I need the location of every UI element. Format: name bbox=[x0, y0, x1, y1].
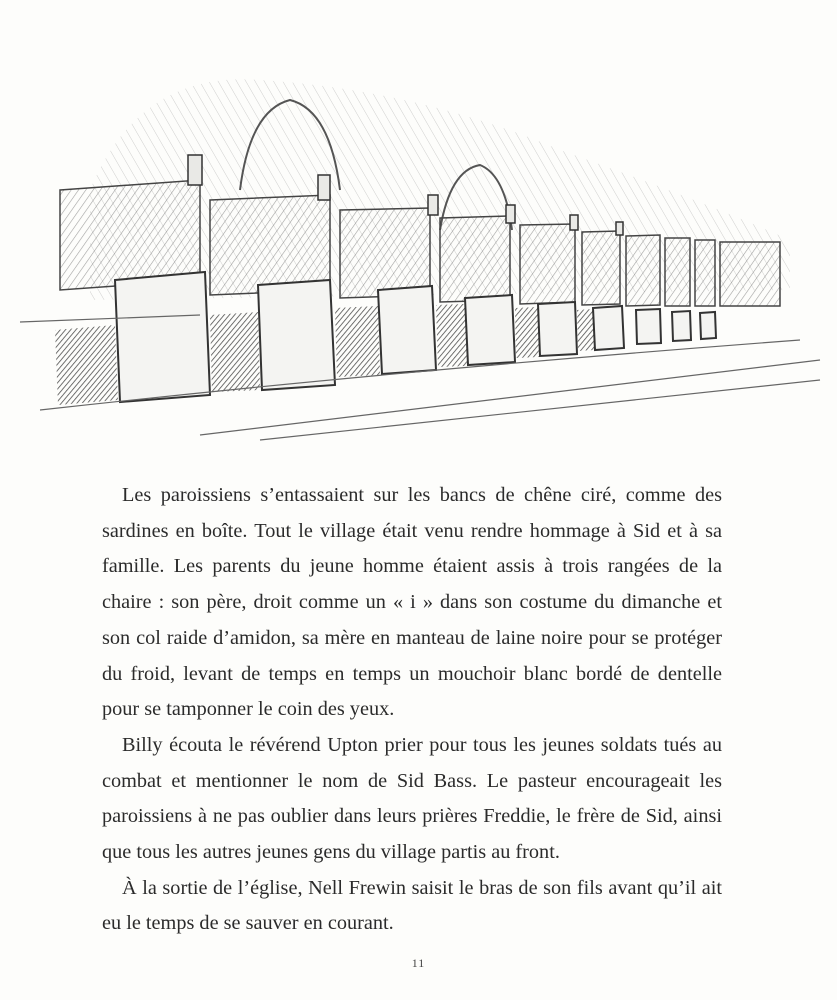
body-text bbox=[102, 478, 722, 942]
paragraph: À la sortie de l’église, Nell Frewin saisit le bras de son fils avant qu’il ait eu le temps de se sauver en courant. bbox=[102, 876, 722, 935]
page-number: 11 bbox=[411, 956, 426, 970]
paragraph: Les paroissiens s’entassaient sur les bancs de chêne ciré, comme des sardines en boîte. Tout le village était venu rendre hommage à Sid et à sa famille. Les parents du jeune homme étaient assis à trois rangées de la chaire : son père, droit comme un « i » dans son costume du dimanche et son col raide d’amidon, sa mère en manteau de laine noire pour se protéger du froid, levant de temps en temps un mouchoir blanc bordé de dentelle pour se tamponner le coin des yeux. bbox=[102, 484, 722, 721]
church-pews-sketch bbox=[0, 40, 837, 460]
paragraph: Billy écouta le révérend Upton prier pour tous les jeunes soldats tués au combat et mentionner le nom de Sid Bass. Le pasteur encourageait les paroissiens à ne pas oublier dans leurs prières Freddie, le frère de Sid, ainsi que tous les autres jeunes gens du village partis au front. bbox=[102, 733, 722, 864]
